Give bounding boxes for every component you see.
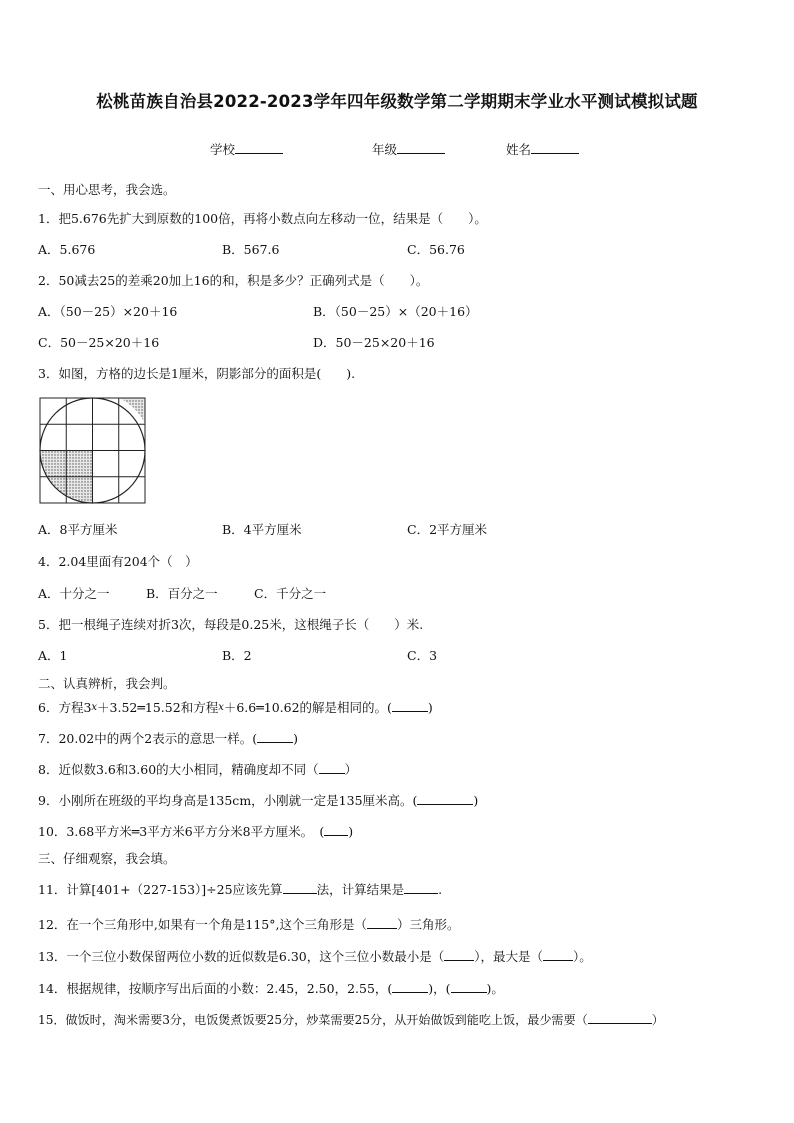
q2-option-a[interactable]: A．（50－25）×20＋16	[38, 304, 178, 319]
exam-title: 松桃苗族自治县2022-2023学年四年级数学第二学期期末学业水平测试模拟试题	[96, 92, 698, 111]
q13-answer-blank-2[interactable]	[543, 948, 573, 961]
q2-option-c[interactable]: C．50－25×20＋16	[38, 335, 160, 350]
q13-answer-blank-1[interactable]	[444, 948, 474, 961]
q3-option-b[interactable]: B．4平方厘米	[222, 522, 302, 537]
shaded-region-top-right	[119, 398, 145, 424]
q3-stem: 3．如图，方格的边长是1厘米，阴影部分的面积是( ).	[38, 366, 356, 381]
q10-answer-blank[interactable]	[324, 823, 348, 836]
q14-line: 14．根据规律，按顺序写出后面的小数：2.45，2.50，2.55，( )，( )。	[38, 981, 504, 996]
q10-line: 10．3.68平方米═3平方米6平方分米8平方厘米。 ( )	[38, 824, 354, 839]
q11-answer-blank-1[interactable]	[283, 881, 317, 894]
q1-option-b[interactable]: B．567.6	[222, 242, 280, 257]
q9-answer-blank[interactable]	[417, 792, 473, 805]
q6-line: 6．方程3x＋3.52═15.52和方程x＋6.6═10.62的解是相同的。( )	[38, 700, 433, 715]
q8-line: 8．近似数3.6和3.60的大小相同，精确度却不同（ ）	[38, 762, 358, 777]
q13-line: 13．一个三位小数保留两位小数的近似数是6.30，这个三位小数最小是（ ），最大是（ ）。	[38, 949, 592, 964]
q7-line: 7．20.02中的两个2表示的意思一样。( )	[38, 731, 298, 746]
q2-option-d[interactable]: D．50－25×20＋16	[313, 335, 435, 350]
q1-option-a[interactable]: A．5.676	[38, 242, 96, 257]
name-label: 姓名	[506, 142, 532, 157]
q5-option-c[interactable]: C．3	[407, 648, 438, 663]
section-2-heading: 二、认真辨析，我会判。	[38, 676, 176, 691]
section-1-heading: 一、用心思考，我会选。	[38, 182, 176, 197]
q4-stem: 4．2.04里面有204个（ ）	[38, 554, 198, 569]
q14-answer-blank-1[interactable]	[392, 980, 428, 993]
q4-option-a[interactable]: A．十分之一	[38, 586, 110, 601]
q3-option-a[interactable]: A．8平方厘米	[38, 522, 118, 537]
grid-circle-figure	[39, 397, 147, 505]
q8-answer-blank[interactable]	[319, 761, 345, 774]
q2-stem: 2．50减去25的差乘20加上16的和，积是多少？正确列式是（ ）。	[38, 273, 429, 288]
q2-option-b[interactable]: B．（50－25）×（20＋16）	[313, 304, 478, 319]
grade-label: 年级	[372, 142, 398, 157]
q1-option-c[interactable]: C．56.76	[407, 242, 465, 257]
q7-answer-blank[interactable]	[257, 730, 293, 743]
school-field[interactable]	[210, 140, 283, 158]
q12-line: 12．在一个三角形中,如果有一个角是115°,这个三角形是（ ）三角形。	[38, 917, 460, 932]
q14-answer-blank-2[interactable]	[451, 980, 487, 993]
q11-line: 11．计算[401+（227-153）]÷25应该先算 法，计算结果是 .	[38, 882, 443, 897]
grade-field[interactable]	[372, 140, 445, 158]
q6-answer-blank[interactable]	[392, 699, 428, 712]
q4-option-b[interactable]: B．百分之一	[146, 586, 218, 601]
section-3-heading: 三、仔细观察，我会填。	[38, 851, 176, 866]
school-label: 学校	[210, 142, 236, 157]
q11-answer-blank-2[interactable]	[404, 881, 438, 894]
q4-option-c[interactable]: C．千分之一	[254, 586, 327, 601]
q3-option-c[interactable]: C．2平方厘米	[407, 522, 488, 537]
q1-stem: 1．把5.676先扩大到原数的100倍，再将小数点向左移动一位，结果是（ ）。	[38, 211, 487, 226]
q15-answer-blank[interactable]	[588, 1011, 652, 1024]
q12-answer-blank[interactable]	[367, 916, 397, 929]
q5-option-a[interactable]: A．1	[38, 648, 68, 663]
q9-line: 9．小刚所在班级的平均身高是135cm，小刚就一定是135厘米高。( )	[38, 793, 479, 808]
q5-stem: 5．把一根绳子连续对折3次，每段是0.25米，这根绳子长（ ）米.	[38, 617, 424, 632]
name-field[interactable]	[506, 140, 579, 158]
q5-option-b[interactable]: B．2	[222, 648, 252, 663]
q15-line: 15．做饭时，淘米需要3分，电饭煲煮饭要25分，炒菜需要25分，从开始做饭到能吃上饭，最少需要（ ）	[38, 1013, 664, 1027]
